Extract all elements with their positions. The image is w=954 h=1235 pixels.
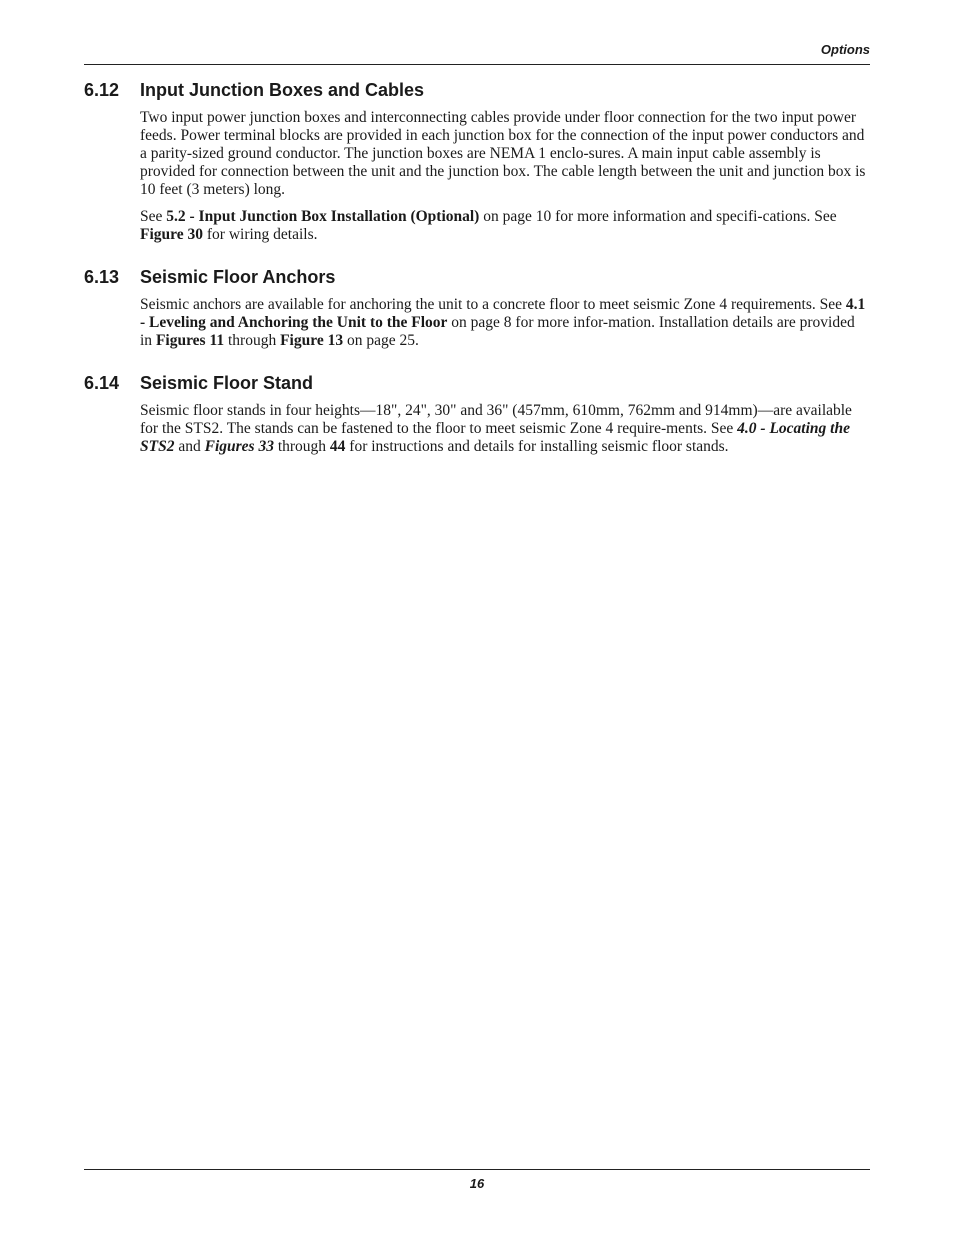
figure-reference-link[interactable]: 44 xyxy=(329,438,346,455)
header-rule xyxy=(84,64,870,65)
text-run: on page 25. xyxy=(343,332,419,349)
text-run: Seismic anchors are available for anchoring the unit to a concrete floor to meet seismic Zone 4 requirements. See xyxy=(140,296,846,313)
figure-reference-link[interactable]: Figures 33 xyxy=(204,438,274,455)
section-heading xyxy=(84,79,870,101)
section-number: 6.13 xyxy=(84,267,120,287)
paragraph xyxy=(140,402,870,456)
cross-reference-link[interactable]: 4.1 - Leveling and Anchoring the Unit to the Floor xyxy=(140,296,866,331)
running-header: Options xyxy=(820,42,870,57)
paragraph: Two input power junction boxes and interconnecting cables provide under floor connection for the two input power feeds. Power terminal blocks are provided in each junction box for the connection of the input power conductors and a parity-sized ground conductor. The junction boxes are NEMA 1 enclo-sures. A main input cable assembly is provided for connection between the unit and the junction box. The cable length between the unit and junction box is 10 feet (3 meters) long. xyxy=(140,109,866,198)
text-run: and xyxy=(174,438,205,455)
section-title: Seismic Floor Anchors xyxy=(140,267,336,287)
text-run: See xyxy=(140,208,167,225)
text-run: through xyxy=(273,438,330,455)
section-title: Input Junction Boxes and Cables xyxy=(140,80,425,100)
section-number: 6.12 xyxy=(84,80,120,100)
paragraph xyxy=(140,296,870,350)
section-heading xyxy=(84,372,870,394)
page-number: 16 xyxy=(469,1176,485,1191)
figure-reference-link[interactable]: Figures 11 xyxy=(155,332,225,349)
section-number: 6.14 xyxy=(84,373,120,393)
figure-reference-link[interactable]: Figure 13 xyxy=(280,332,344,349)
text-run: Seismic floor stands in four heights—18", 24", 30" and 36" (457mm, 610mm, 762mm and 914mm)—are available for the STS2. The stands can be fastened to the floor to meet seismic Zone 4 require-ments. See xyxy=(140,402,852,437)
footer-rule xyxy=(84,1169,870,1170)
section-6-12 xyxy=(84,79,870,244)
figure-reference-link[interactable]: Figure 30 xyxy=(140,226,203,243)
paragraph xyxy=(140,208,870,244)
text-run: on page 8 for more infor-mation. Installation details are provided in xyxy=(140,314,855,349)
section-6-13 xyxy=(84,266,870,350)
text-run: for instructions and details for installing seismic floor stands. xyxy=(345,438,729,455)
section-heading xyxy=(84,266,870,288)
cross-reference-link[interactable]: 5.2 - Input Junction Box Installation (Optional) xyxy=(166,208,480,225)
text-run: through xyxy=(224,332,281,349)
section-title: Seismic Floor Stand xyxy=(140,373,314,393)
text-run: for wiring details. xyxy=(203,226,318,243)
section-6-14 xyxy=(84,372,870,456)
cross-reference-link[interactable]: 4.0 - Locating the STS2 xyxy=(140,420,850,455)
text-run: on page 10 for more information and specifi-cations. See xyxy=(479,208,837,225)
